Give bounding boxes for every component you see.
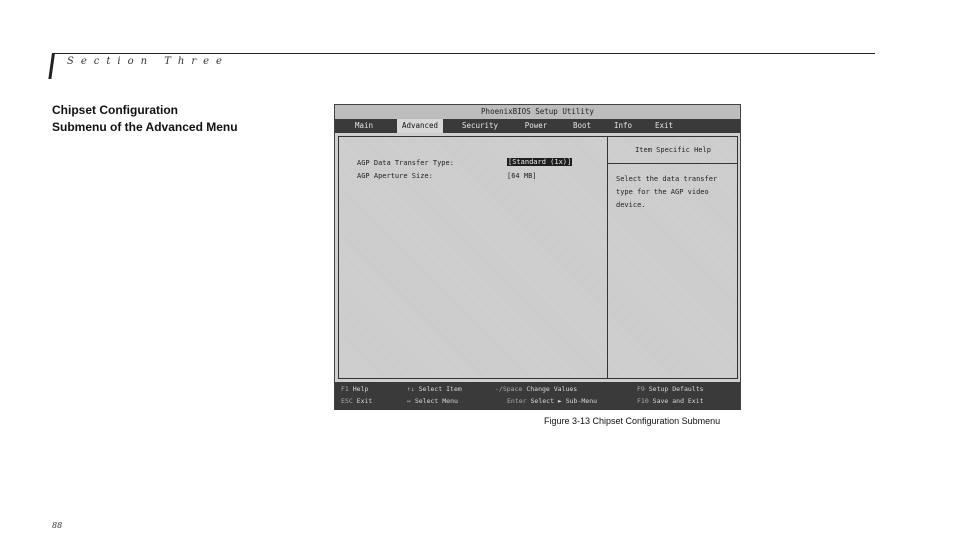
bios-main-panel (338, 136, 738, 379)
key-enter-key: Enter (507, 397, 527, 405)
heading-line-1: Chipset Configuration (52, 103, 178, 117)
help-pane (607, 137, 738, 378)
menu-tab-power[interactable]: Power (524, 121, 548, 130)
menu-tab-boot[interactable]: Boot (572, 121, 592, 130)
key-enter-label: Select ► Sub-Menu (530, 397, 598, 405)
key-change-label: Change Values (526, 385, 578, 393)
option-agp-transfer-label: AGP Data Transfer Type: (357, 159, 454, 167)
heading-line-2: Submenu of the Advanced Menu (52, 120, 238, 134)
option-agp-transfer-value[interactable]: [Standard (1x)] (508, 158, 572, 166)
menu-tab-main[interactable]: Main (354, 121, 374, 130)
key-change (495, 385, 577, 393)
key-leftright (407, 397, 458, 405)
bios-title-bar: PhoenixBIOS Setup Utility (335, 105, 740, 119)
key-esc-label: Exit (356, 397, 373, 405)
key-updown (407, 385, 462, 393)
key-leftright-label: Select Menu (414, 397, 458, 405)
key-f10-label: Save and Exit (652, 397, 704, 405)
bios-menu-bar (335, 119, 740, 133)
bios-key-legend (335, 382, 740, 410)
key-f9-key: F9 (637, 385, 645, 393)
section-label: Section Three (67, 56, 229, 67)
figure-caption: Figure 3-13 Chipset Configuration Submenu (544, 416, 721, 426)
updown-arrows-icon: ↑↓ (407, 385, 415, 393)
key-f1-key: F1 (341, 385, 349, 393)
menu-tab-info[interactable]: Info (613, 121, 633, 130)
header-rule-tick (48, 53, 55, 79)
key-f1-label: Help (352, 385, 369, 393)
key-f10-key: F10 (637, 397, 649, 405)
key-f10 (637, 397, 704, 405)
page-number: 88 (52, 521, 63, 530)
help-pane-text: Select the data transfer type for the AGP video device. (616, 175, 718, 209)
bios-screenshot (334, 104, 741, 410)
figure-heading (52, 102, 238, 136)
key-f1 (341, 385, 368, 393)
key-esc (341, 397, 372, 405)
menu-tab-exit[interactable]: Exit (654, 121, 674, 130)
key-updown-label: Select Item (418, 385, 462, 393)
menu-tab-security[interactable]: Security (461, 121, 499, 130)
option-agp-aperture-label: AGP Aperture Size: (357, 172, 433, 180)
help-pane-title: Item Specific Help (608, 137, 738, 164)
key-f9-label: Setup Defaults (648, 385, 704, 393)
leftright-arrows-icon: ↔ (407, 397, 411, 405)
option-agp-aperture-value[interactable]: [64 MB] (507, 172, 537, 180)
menu-tab-advanced[interactable]: Advanced (397, 119, 443, 133)
header-rule (52, 53, 875, 54)
key-change-key: -/Space (495, 385, 523, 393)
key-enter (507, 397, 597, 405)
key-f9 (637, 385, 704, 393)
key-esc-key: ESC (341, 397, 353, 405)
